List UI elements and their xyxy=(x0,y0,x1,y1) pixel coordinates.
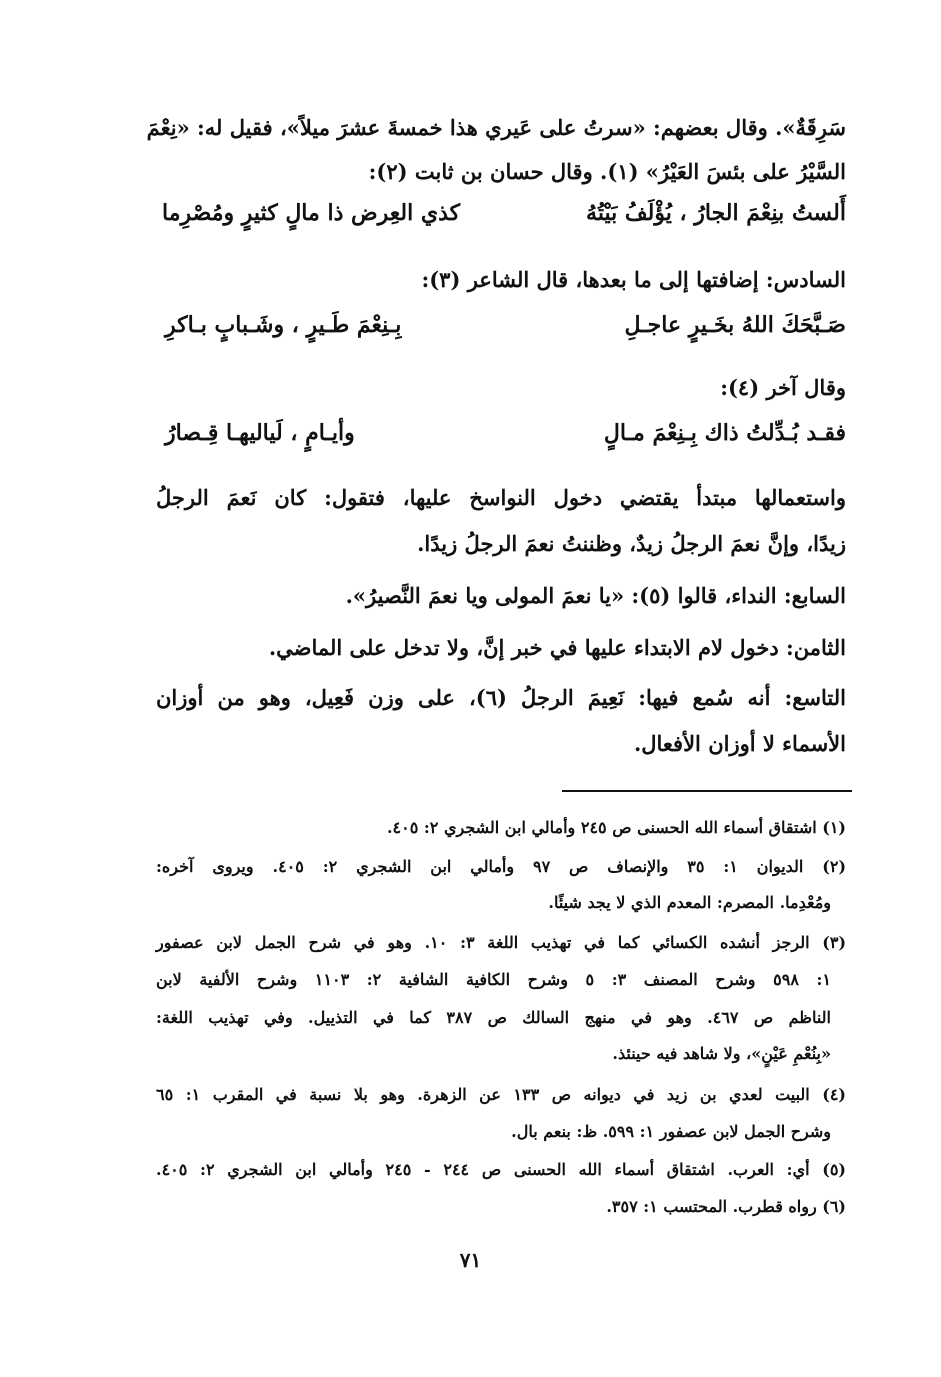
footnote-3-line-3: الناظم ص ٤٦٧. وهو في منهج السالك ص ٣٨٧ كما في التذييل. وفي تهذيب اللغة: xyxy=(156,1008,831,1027)
main-line-2: السَّيْرُ على بئسَ العَيْرُ» (١). وقال حسان بن ثابت (٢): xyxy=(368,159,846,184)
footnote-4-line-2: وشرح الجمل لابن عصفور ١: ٥٩٩. ظ: بنعم بال. xyxy=(511,1122,831,1141)
footnote-3-line-2: ١: ٥٩٨ وشرح المصنف ٣: ٥ وشرح الكافية الشافية ٢: ١١٠٣ وشرح الألفية لابن xyxy=(156,970,831,989)
main-line-8: الثامن: دخول لام الابتداء عليها في خبر إنَّ، ولا تدخل على الماضي. xyxy=(268,635,846,660)
footnote-1: (١) اشتقاق أسماء الله الحسنى ص ٢٤٥ وأمالي ابن الشجري ٢: ٤٠٥. xyxy=(386,818,846,837)
main-line-6: زيدًا، وإنَّ نعمَ الرجلُ زيدٌ، وظننتُ نعمَ الرجلُ زيدًا. xyxy=(417,531,846,556)
main-line-10: الأسماء لا أوزان الأفعال. xyxy=(633,731,846,756)
footnote-4-line-1: (٤) البيت لعدي بن زيد في ديوانه ص ١٣٣ عن الزهرة. وهو بلا نسبة في المقرب ١: ٦٥ xyxy=(156,1085,846,1104)
footnote-3-line-4: «بِنُعْمِ عَيْنٍ»، ولا شاهد فيه حينئذ. xyxy=(612,1044,831,1063)
footnote-separator xyxy=(562,790,852,792)
footnote-2-line-2: ومُعْدِما. المصرم: المعدم الذي لا يجد شيئًا. xyxy=(548,893,831,912)
main-line-1: سَرِقَةٌ». وقال بعضهم: «سرتُ على عَيري هذا خمسةَ عشرَ ميلاً»، فقيل له: «نِعْمَ xyxy=(146,115,846,140)
footnote-5: (٥) أي: العرب. اشتقاق أسماء الله الحسنى ص ٢٤٤ - ٢٤٥ وأمالي ابن الشجري ٢: ٤٠٥. xyxy=(156,1160,846,1179)
footnote-3-line-1: (٣) الرجز أنشده الكسائي كما في تهذيب اللغة ٣: ١٠. وهو في شرح الجمل لابن عصفور xyxy=(156,933,847,952)
verse-3-first-hemistich: فقـد بُـدِّلتُ ذاك بِـنِعْمَ مـالٍ xyxy=(603,420,846,446)
verse-1-first-hemistich: أَلستُ بنِعْمَ الجارُ ، يُؤْلَفُ بَيْتُهُ xyxy=(586,200,846,226)
verse-1-second-hemistich: كذي العِرض ذا مالٍ كثيرٍ ومُصْرِما xyxy=(162,200,461,226)
main-line-3: السادس: إضافتها إلى ما بعدها، قال الشاعر (٣): xyxy=(421,267,846,292)
page-number: ٧١ xyxy=(459,1248,482,1272)
main-line-7: السابع: النداء، قالوا (٥): «يا نعمَ المولى ويا نعمَ النَّصيرُ». xyxy=(345,583,846,608)
verse-3-second-hemistich: وأيـامٍ ، لَياليهـا قِـصارُ xyxy=(165,420,355,446)
main-line-5: واستعمالها مبتدأ يقتضي دخول النواسخ عليها، فتقول: كان نَعمَ الرجلُ xyxy=(156,485,846,510)
verse-2-first-hemistich: صَـبَّحَكَ اللهُ بخَـيرٍ عاجـلِ xyxy=(624,312,846,338)
verse-2-second-hemistich: بِـنِعْمَ طَـيرٍ ، وشَـبابٍ بـاكرِ xyxy=(165,312,402,338)
footnote-2-line-1: (٢) الديوان ١: ٣٥ والإنصاف ص ٩٧ وأمالي ابن الشجري ٢: ٤٠٥. ويروى آخره: xyxy=(156,857,847,876)
footnote-6: (٦) رواه قطرب. المحتسب ١: ٣٥٧. xyxy=(606,1197,846,1216)
main-line-4: وقال آخر (٤): xyxy=(720,375,846,400)
main-line-9: التاسع: أنه سُمع فيها: نَعِيمَ الرجلُ (٦)، على وزن فَعِيل، وهو من أوزان xyxy=(156,685,846,710)
